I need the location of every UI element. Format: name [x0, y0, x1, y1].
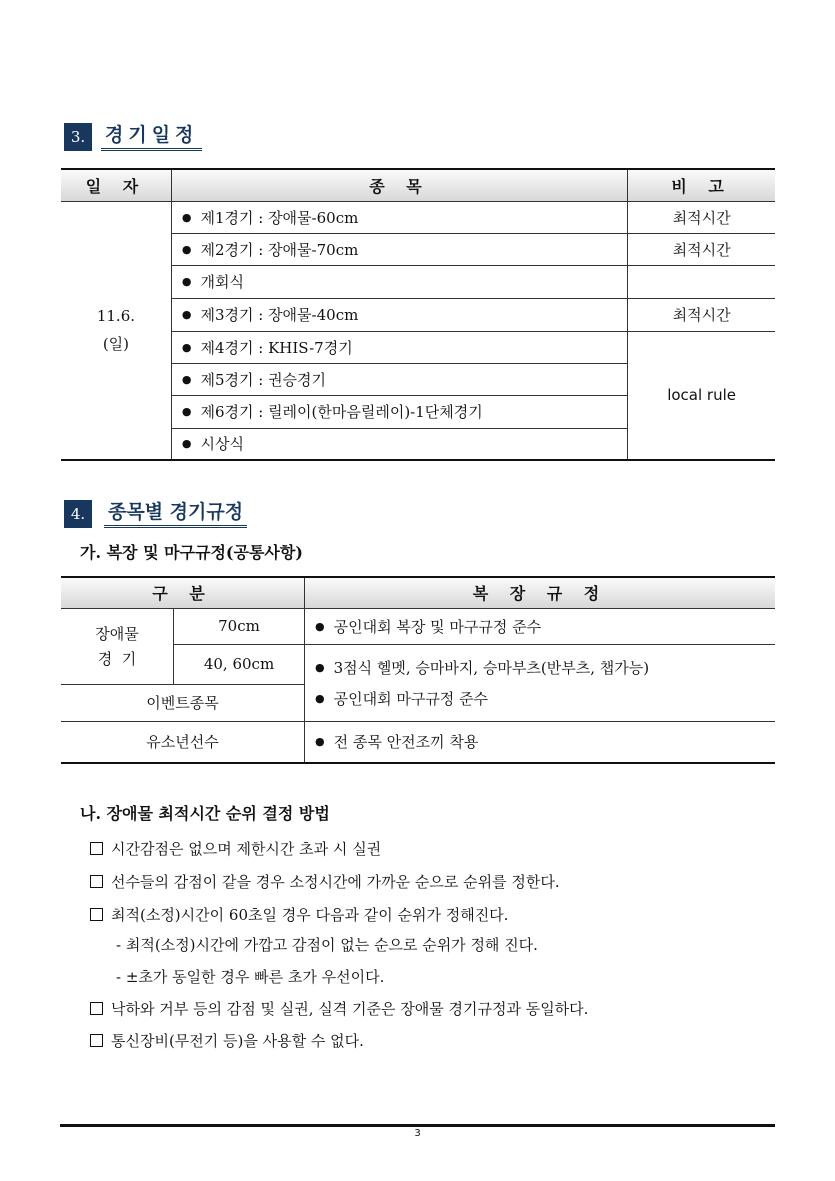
- event-text: ● 제5경기 : 권승경기: [182, 371, 326, 389]
- schedule-table: [61, 168, 775, 461]
- dress-code-table: [61, 576, 775, 764]
- checkbox-icon: [90, 1034, 103, 1047]
- section-3-heading: [64, 123, 202, 151]
- category-line: 경 기: [97, 650, 137, 668]
- event-text: ● 제1경기 : 장애물-60cm: [182, 209, 358, 227]
- height-cell: 70cm: [174, 608, 305, 644]
- list-item: [90, 1030, 364, 1051]
- event-text: ● 개회식: [182, 273, 244, 291]
- footer-divider: [60, 1124, 775, 1127]
- rule-cell-merged: [305, 644, 776, 721]
- category-line: 장애물: [95, 625, 139, 643]
- event-text: ● 시상식: [182, 435, 244, 453]
- rule-text: ● 3점식 헬멧, 승마바지, 승마부츠(반부츠, 챕가능): [315, 657, 775, 678]
- note-text: [628, 265, 775, 298]
- header-note: 비 고: [628, 169, 775, 201]
- event-text: ● 제3경기 : 장애물-40cm: [182, 306, 358, 324]
- event-text: ● 제4경기 : KHIS-7경기: [182, 339, 353, 357]
- rule-text: ● 공인대회 마구규정 준수: [315, 688, 775, 709]
- merged-note: local rule: [628, 331, 775, 460]
- event-text: ● 제2경기 : 장애물-70cm: [182, 241, 358, 259]
- subsection-b-title: 나. 장애물 최적시간 순위 결정 방법: [80, 804, 330, 823]
- sub-rule: - 최적(소정)시간에 가깝고 감점이 없는 순으로 순위가 정해 진다.: [116, 936, 538, 954]
- note-text: 최적시간: [628, 298, 775, 331]
- checkbox-icon: [90, 908, 103, 921]
- event-text: ● 제6경기 : 릴레이(한마음릴레이)-1단체경기: [182, 403, 483, 421]
- category-obstacle: [61, 608, 174, 684]
- list-item: [90, 904, 508, 925]
- checkbox-icon: [90, 842, 103, 855]
- section-number: 3.: [64, 123, 92, 151]
- subsection-a-title: 가. 복장 및 마구규정(공통사항): [80, 543, 303, 562]
- page-number: 3: [414, 1128, 421, 1139]
- category-event: 이벤트종목: [61, 684, 305, 721]
- rule-line: 선수들의 감점이 같을 경우 소정시간에 가까운 순으로 순위를 정한다.: [111, 873, 560, 891]
- height-cell: 40, 60cm: [174, 644, 305, 684]
- list-item: [90, 871, 560, 892]
- rule-line: 낙하와 거부 등의 감점 및 실권, 실격 기준은 장애물 경기규정과 동일하다.: [111, 1000, 589, 1018]
- note-text: 최적시간: [628, 233, 775, 265]
- header-event: 종 목: [171, 169, 627, 201]
- note-text: 최적시간: [628, 201, 775, 233]
- table-row: [61, 608, 775, 644]
- list-item: [90, 998, 588, 1019]
- section-title: 경기일정: [101, 123, 202, 151]
- rule-line: 시간감점은 없으며 제한시간 초과 시 실권: [111, 840, 382, 858]
- date-text: 11.6.: [96, 306, 136, 325]
- rule-line: 최적(소정)시간이 60초일 경우 다음과 같이 순위가 정해진다.: [111, 906, 509, 924]
- checkbox-icon: [90, 1002, 103, 1015]
- sub-rule: - ±초가 동일한 경우 빠른 초가 우선이다.: [116, 968, 385, 986]
- header-rule: 복 장 규 정: [305, 577, 776, 608]
- table-row: [61, 721, 775, 763]
- table-row: [61, 201, 775, 233]
- header-category: 구 분: [61, 577, 305, 608]
- rule-text: ● 전 종목 안전조끼 착용: [315, 733, 478, 751]
- date-cell: [61, 201, 171, 460]
- category-youth: 유소년선수: [61, 721, 305, 763]
- section-title: 종목별 경기규정: [104, 500, 247, 528]
- rule-text: ● 공인대회 복장 및 마구규정 준수: [315, 618, 541, 636]
- rule-line: 통신장비(무전기 등)을 사용할 수 없다.: [111, 1032, 364, 1050]
- section-4-heading: [64, 500, 247, 528]
- list-item: [90, 838, 381, 859]
- header-date: 일 자: [61, 169, 171, 201]
- section-number: 4.: [64, 500, 92, 528]
- checkbox-icon: [90, 875, 103, 888]
- day-text: (일): [102, 334, 130, 353]
